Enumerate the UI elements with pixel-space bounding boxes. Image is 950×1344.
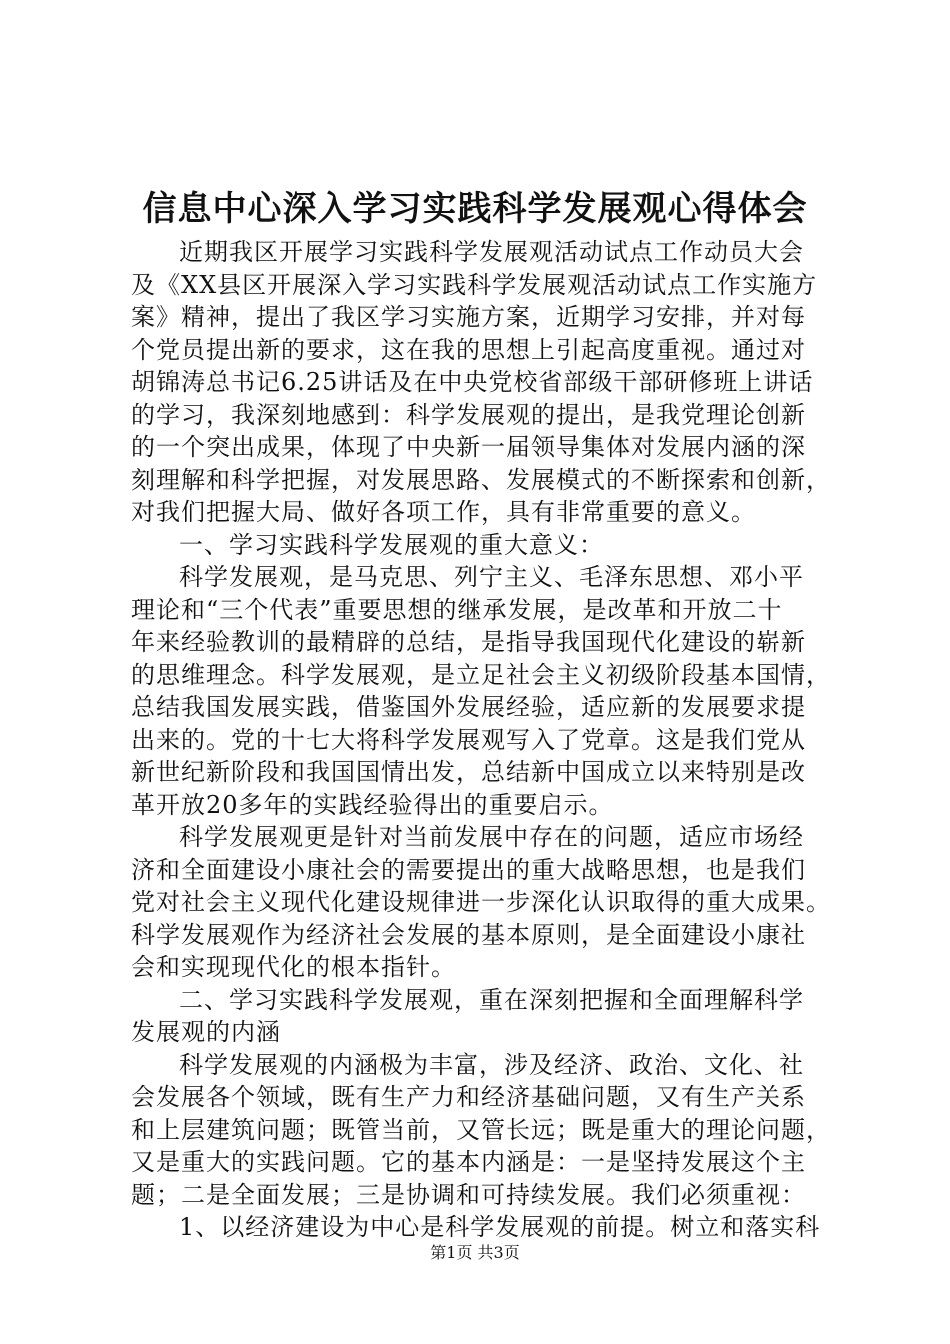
body-line: 理论和“三个代表”重要思想的继承发展，是改革和开放二十 <box>131 595 783 624</box>
body-line: 会发展各个领域，既有生产力和经济基础问题，又有生产关系 <box>131 1083 806 1111</box>
body-line: 胡锦涛总书记6.25讲话及在中央党校省部级干部研修班上讲话 <box>131 368 814 396</box>
body-line: 1、以经济建设为中心是科学发展观的前提。树立和落实科 <box>179 1213 821 1241</box>
page-footer: 第1页 共3页 <box>430 1243 520 1262</box>
body-line: 对我们把握大局、做好各项工作，具有非常重要的意义。 <box>131 498 756 526</box>
body-line: 新世纪新阶段和我国国情出发，总结新中国成立以来特别是改 <box>131 758 806 786</box>
body-line: 科学发展观的内涵极为丰富，涉及经济、政治、文化、社 <box>179 1050 804 1079</box>
body-line: 和上层建筑问题；既管当前，又管长远；既是重大的理论问题， <box>131 1115 831 1144</box>
body-line: 科学发展观作为经济社会发展的基本原则，是全面建设小康社 <box>131 920 806 949</box>
body-line: 总结我国发展实践，借鉴国外发展经验，适应新的发展要求提 <box>131 693 806 721</box>
body-line: 又是重大的实践问题。它的基本内涵是：一是坚持发展这个主 <box>131 1148 806 1176</box>
body-line: 一、学习实践科学发展观的重大意义： <box>179 530 604 559</box>
body-line: 出来的。党的十七大将科学发展观写入了党章。这是我们党从 <box>131 725 806 754</box>
body-line: 二、学习实践科学发展观，重在深刻把握和全面理解科学 <box>179 985 804 1014</box>
body-line: 科学发展观，是马克思、列宁主义、毛泽东思想、邓小平 <box>179 563 804 591</box>
body-line: 刻理解和科学把握，对发展思路、发展模式的不断探索和创新， <box>131 465 831 494</box>
document-body <box>131 236 831 1244</box>
body-line: 发展观的内涵 <box>131 1018 281 1046</box>
document-title: 信息中心深入学习实践科学发展观心得体会 <box>142 189 808 229</box>
body-line: 题；二是全面发展；三是协调和可持续发展。我们必须重视： <box>131 1180 806 1209</box>
body-line: 案》精神，提出了我区学习实施方案，近期学习安排，并对每 <box>131 303 806 331</box>
body-line: 革开放20多年的实践经验得出的重要启示。 <box>131 790 614 819</box>
body-line: 会和实现现代化的根本指针。 <box>131 953 456 981</box>
body-line: 党对社会主义现代化建设规律进一步深化认识取得的重大成果。 <box>131 888 831 916</box>
body-line: 个党员提出新的要求，这在我的思想上引起高度重视。通过对 <box>131 335 806 364</box>
body-line: 的思维理念。科学发展观，是立足社会主义初级阶段基本国情， <box>131 660 831 689</box>
body-line: 及《XX县区开展深入学习实践科学发展观活动试点工作实施方 <box>131 270 818 299</box>
body-line: 科学发展观更是针对当前发展中存在的问题，适应市场经 <box>179 823 804 851</box>
body-line: 的学习，我深刻地感到：科学发展观的提出，是我党理论创新 <box>131 400 806 429</box>
body-line: 年来经验教训的最精辟的总结，是指导我国现代化建设的崭新 <box>131 628 806 656</box>
body-line: 的一个突出成果，体现了中央新一届领导集体对发展内涵的深 <box>131 433 806 461</box>
body-line: 济和全面建设小康社会的需要提出的重大战略思想，也是我们 <box>131 855 806 884</box>
body-line: 近期我区开展学习实践科学发展观活动试点工作动员大会 <box>179 238 804 266</box>
